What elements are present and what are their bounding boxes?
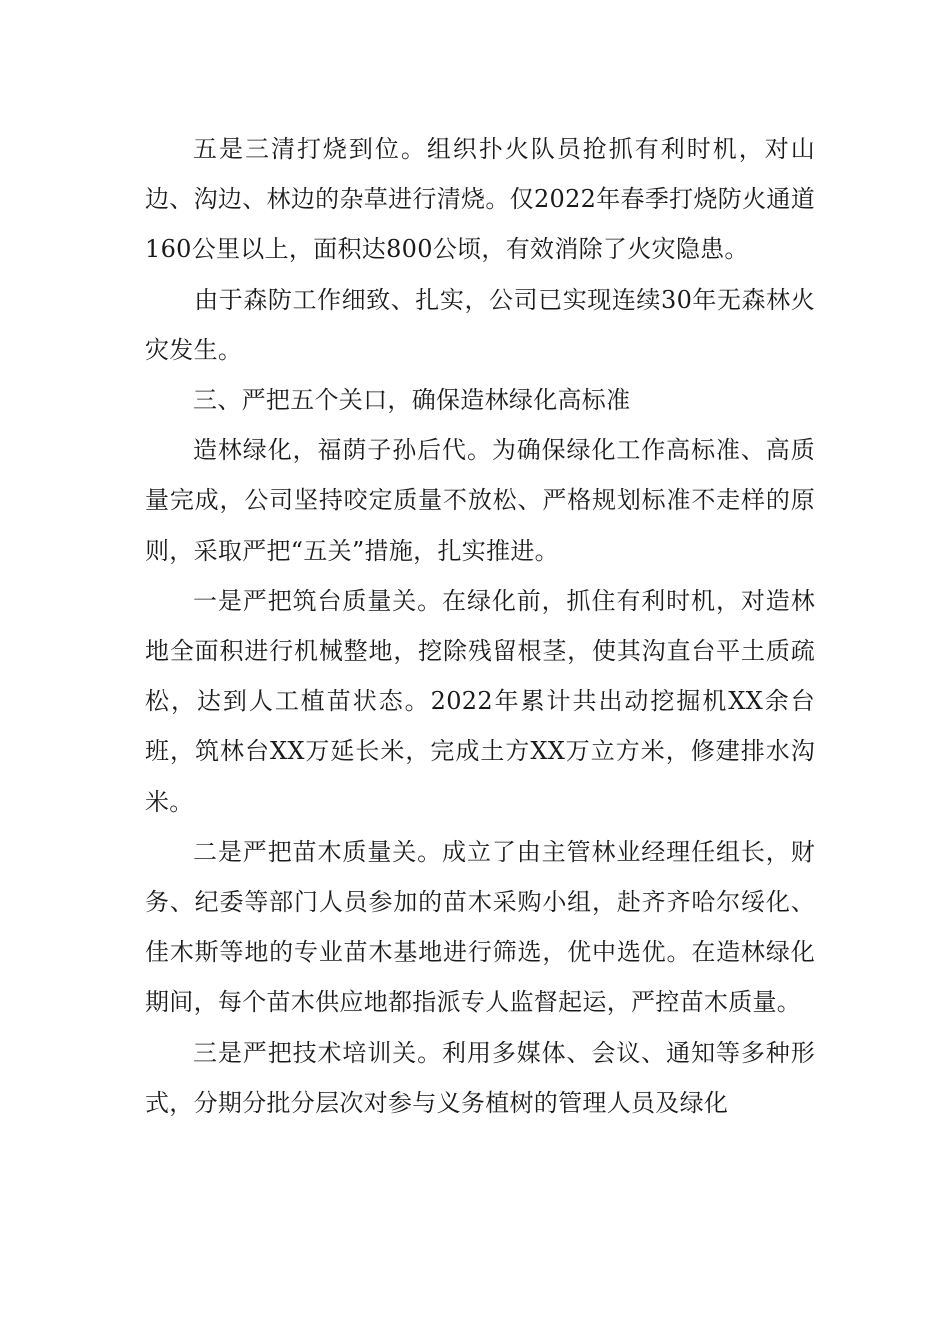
paragraph-afforestation-intro: 造林绿化，福荫子孙后代。为确保绿化工作高标准、高质量完成，公司坚持咬定质量不放松、严格规划标准不走样的原则，采取严把“五关”措施，扎实推进。	[145, 436, 815, 565]
paragraph-fire-clearing: 五是三清打烧到位。组织扑火队员抢抓有利时机，对山边、沟边、林边的杂草进行清烧。仅2022年春季打烧防火通道160公里以上，面积达800公顷，有效消除了火灾隐患。	[145, 135, 815, 264]
paragraph-technical-training: 三是严把技术培训关。利用多媒体、会议、通知等多种形式，分期分批分层次对参与义务植树的管理人员及绿化	[145, 1038, 815, 1117]
paragraph-seedling-quality: 二是严把苗木质量关。成立了由主管林业经理任组长，财务、纪委等部门人员参加的苗木采购小组，赴齐齐哈尔绥化、佳木斯等地的专业苗木基地进行筛选，优中选优。在造林绿化期间，每个苗木供应地都指派专人监督起运，严控苗木质量。	[145, 837, 815, 1017]
paragraph-fire-record: 由于森防工作细致、扎实，公司已实现连续30年无森林火灾发生。	[145, 285, 815, 364]
document-body	[145, 124, 815, 1128]
section-heading-five-checkpoints: 三、严把五个关口，确保造林绿化高标准	[193, 386, 631, 415]
paragraph-terrace-quality: 一是严把筑台质量关。在绿化前，抓住有利时机，对造林地全面积进行机械整地，挖除残留根茎，使其沟直台平土质疏松，达到人工植苗状态。2022年累计共出动挖掘机XX余台班，筑林台XX万延长米，完成土方XX万立方米，修建排水沟米。	[145, 586, 815, 816]
